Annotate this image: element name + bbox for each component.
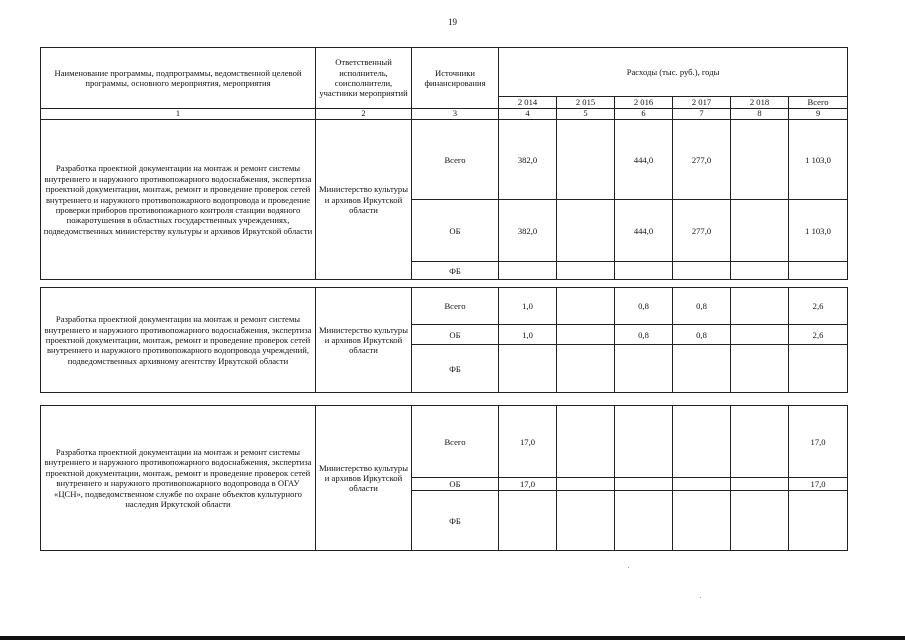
value-total: 2,6 [789, 325, 848, 345]
section-responsible: Министерство культуры и архивов Иркутской области [316, 288, 412, 393]
column-numbers-row [41, 109, 848, 120]
value-2017: 0,8 [673, 288, 731, 325]
value-2014: 17,0 [499, 406, 557, 478]
column-number: 9 [789, 109, 848, 120]
value-2015 [557, 406, 615, 478]
source-cell: ФБ [412, 491, 499, 551]
section-responsible: Министерство культуры и архивов Иркутской области [316, 406, 412, 551]
value-2017 [673, 262, 731, 280]
value-2014: 1,0 [499, 288, 557, 325]
gap-cell [41, 393, 848, 406]
scan-speck [700, 597, 701, 598]
value-total: 1 103,0 [789, 200, 848, 262]
table-row [41, 120, 848, 200]
value-2016 [615, 345, 673, 393]
value-2015 [557, 345, 615, 393]
value-2014: 382,0 [499, 200, 557, 262]
column-number: 6 [615, 109, 673, 120]
column-number: 8 [731, 109, 789, 120]
value-total: 17,0 [789, 478, 848, 491]
value-2015 [557, 325, 615, 345]
value-2018 [731, 288, 789, 325]
column-number: 2 [316, 109, 412, 120]
value-2018 [731, 120, 789, 200]
value-2016: 0,8 [615, 325, 673, 345]
column-number: 5 [557, 109, 615, 120]
value-2015 [557, 288, 615, 325]
value-2016: 444,0 [615, 120, 673, 200]
scan-speck [628, 567, 629, 568]
section-responsible: Министерство культуры и архивов Иркутской области [316, 120, 412, 280]
header-year: 2 015 [557, 97, 615, 109]
source-cell: ФБ [412, 345, 499, 393]
value-2016: 0,8 [615, 288, 673, 325]
value-2018 [731, 478, 789, 491]
header-expenses: Расходы (тыс. руб.), годы [499, 48, 848, 97]
header-year: 2 014 [499, 97, 557, 109]
value-2017 [673, 478, 731, 491]
value-2018 [731, 200, 789, 262]
source-cell: Всего [412, 288, 499, 325]
value-2018 [731, 406, 789, 478]
value-2016 [615, 478, 673, 491]
value-2014 [499, 491, 557, 551]
gap-cell [41, 280, 848, 288]
value-2017: 277,0 [673, 200, 731, 262]
value-2014: 382,0 [499, 120, 557, 200]
value-total [789, 262, 848, 280]
value-2015 [557, 478, 615, 491]
value-2015 [557, 120, 615, 200]
value-2014: 1,0 [499, 325, 557, 345]
column-number: 3 [412, 109, 499, 120]
header-sources: Источники финансирования [412, 48, 499, 109]
value-2017 [673, 406, 731, 478]
page-number: 19 [448, 17, 457, 27]
value-2016 [615, 491, 673, 551]
column-number: 4 [499, 109, 557, 120]
value-2016 [615, 262, 673, 280]
source-cell: ОБ [412, 200, 499, 262]
value-2016: 444,0 [615, 200, 673, 262]
column-number: 7 [673, 109, 731, 120]
value-total: 17,0 [789, 406, 848, 478]
header-year-total: Всего [789, 97, 848, 109]
source-cell: ОБ [412, 478, 499, 491]
header-year: 2 016 [615, 97, 673, 109]
section-description: Разработка проектной документации на монтаж и ремонт системы внутреннего и наружного противопожарного водоснабжения, экспертиза проектной документации, монтаж, ремонт и проведение проверок сетей внутреннего и наружного противопожарного водопровода учреждений, подведомственных архивному агентству Иркутской области [41, 288, 316, 393]
section-gap [41, 393, 848, 406]
value-total: 1 103,0 [789, 120, 848, 200]
value-2015 [557, 200, 615, 262]
budget-table [40, 47, 848, 551]
section-description: Разработка проектной документации на монтаж и ремонт системы внутреннего и наружного противопожарного водоснабжения, экспертиза проектной документации, монтаж, ремонт и проведение проверок сетей внутреннего и наружного противопожарного водопровода и проведение проверки приборов противопожарного контроля станции водяного пожаротушения в областных государственных учреждениях, подведомственных министерству культуры и архивов Иркутской области [41, 120, 316, 280]
value-2015 [557, 491, 615, 551]
value-2016 [615, 406, 673, 478]
value-2017: 0,8 [673, 325, 731, 345]
value-total [789, 345, 848, 393]
value-total [789, 491, 848, 551]
source-cell: ФБ [412, 262, 499, 280]
value-2017: 277,0 [673, 120, 731, 200]
header-program-name: Наименование программы, подпрограммы, ведомственной целевой программы, основного мероприятия, мероприятия [41, 48, 316, 109]
table-row [41, 288, 848, 325]
column-number: 1 [41, 109, 316, 120]
value-2018 [731, 345, 789, 393]
source-cell: Всего [412, 120, 499, 200]
value-2017 [673, 345, 731, 393]
source-cell: ОБ [412, 325, 499, 345]
header-year: 2 018 [731, 97, 789, 109]
section-description: Разработка проектной документации на монтаж и ремонт системы внутреннего и наружного противопожарного водоснабжения, экспертиза проектной документации, монтаж, ремонт и проведение проверок сетей внутреннего и наружного противопожарного водопровода в ОГАУ «ЦСН», подведомственном службе по охране объектов культурного наследия Иркутской области [41, 406, 316, 551]
header-responsible: Ответственный исполнитель, соисполнители, участники мероприятий [316, 48, 412, 109]
source-cell: Всего [412, 406, 499, 478]
value-2015 [557, 262, 615, 280]
value-2018 [731, 491, 789, 551]
value-2018 [731, 325, 789, 345]
value-2014 [499, 345, 557, 393]
value-2014: 17,0 [499, 478, 557, 491]
value-2017 [673, 491, 731, 551]
value-2018 [731, 262, 789, 280]
header-row [41, 48, 848, 97]
value-total: 2,6 [789, 288, 848, 325]
section-gap [41, 280, 848, 288]
scan-bottom-edge [0, 636, 905, 640]
header-year: 2 017 [673, 97, 731, 109]
table-row [41, 406, 848, 478]
value-2014 [499, 262, 557, 280]
